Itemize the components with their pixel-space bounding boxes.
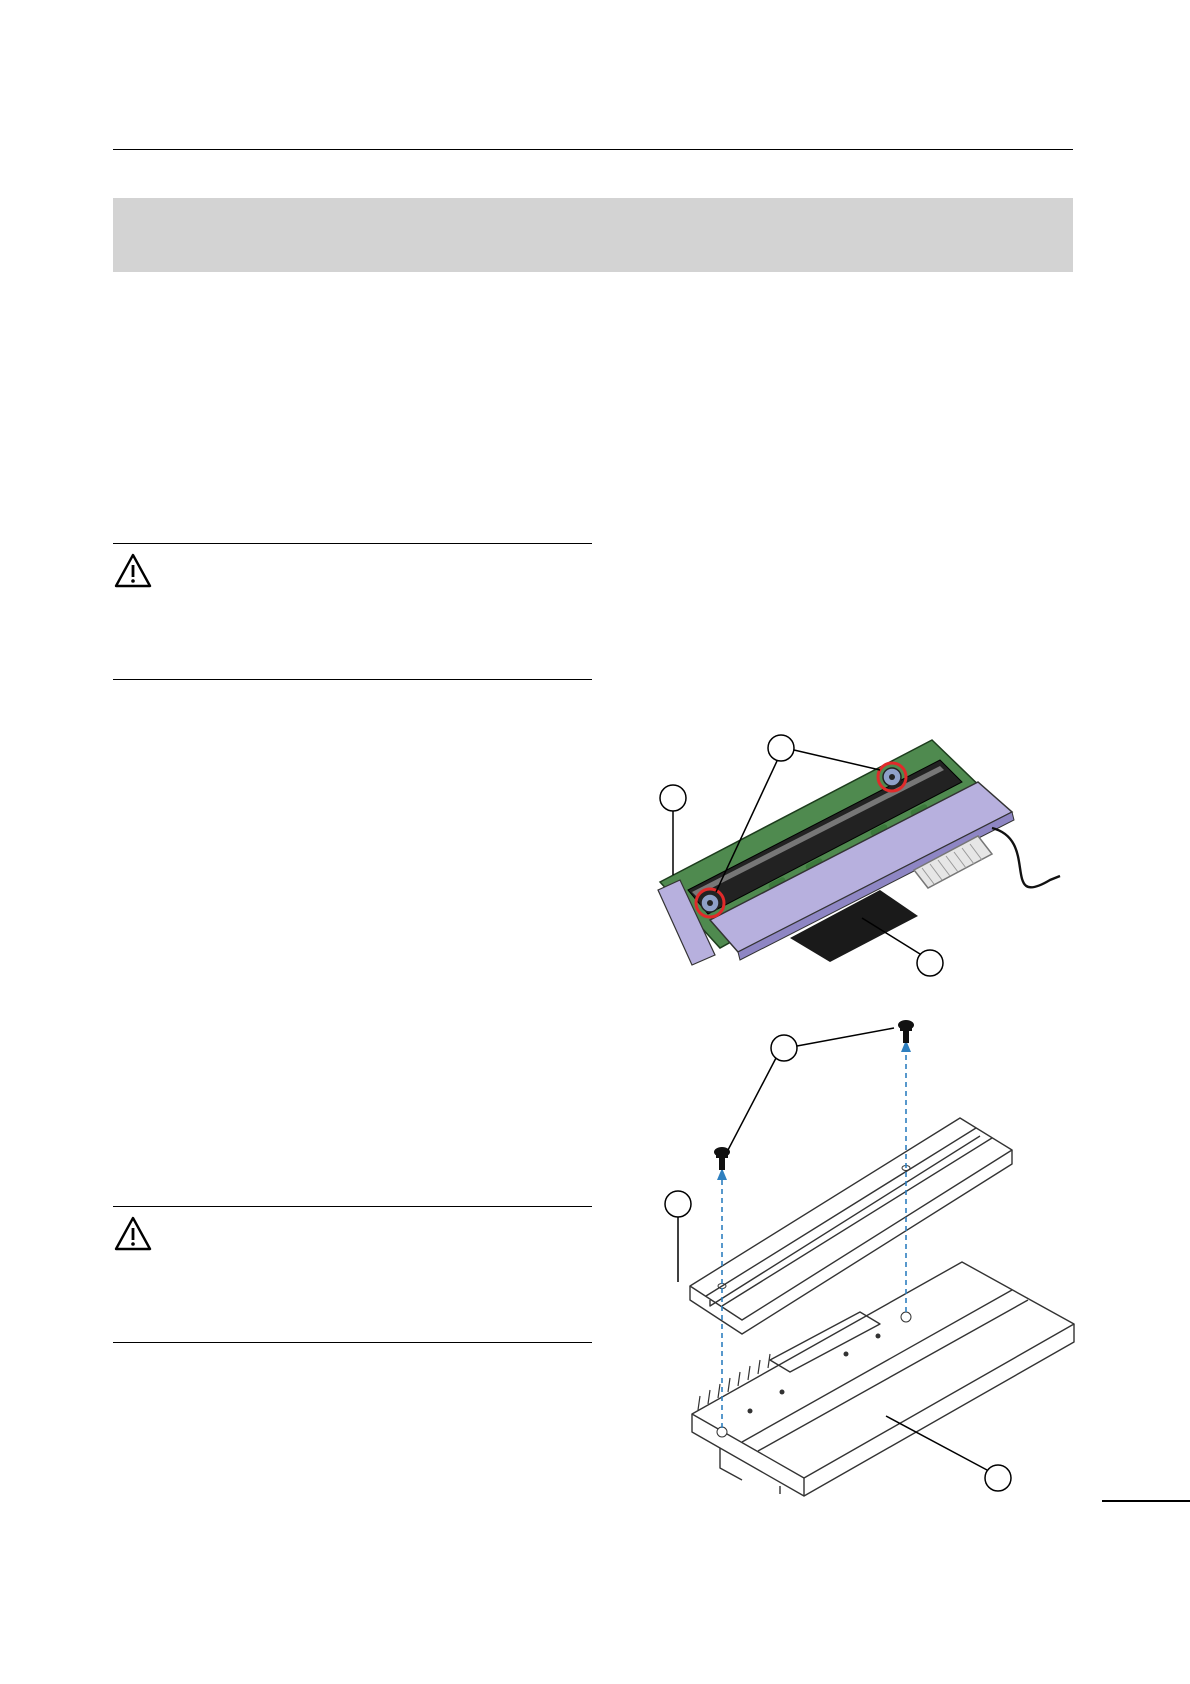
- callout-circle: [917, 950, 943, 976]
- callout-circle: [985, 1465, 1011, 1491]
- callout-circle: [771, 1035, 797, 1061]
- callout-circle: [665, 1191, 691, 1217]
- warning-triangle-icon: [113, 552, 153, 590]
- warning-triangle-icon: [113, 1215, 153, 1253]
- callout-circle: [660, 785, 686, 811]
- print-head-assembly-figure: [640, 730, 1070, 980]
- page-number-rule: [1102, 1500, 1190, 1502]
- warning-bottom-rule: [113, 679, 592, 680]
- warning-top-rule: [113, 1206, 592, 1207]
- warning-bottom-rule: [113, 1342, 592, 1343]
- print-head-bracket-exploded-figure: [650, 1000, 1080, 1500]
- warning-top-rule: [113, 543, 592, 544]
- section-heading-band: [113, 198, 1073, 272]
- header-rule: [113, 149, 1073, 150]
- callout-circle: [768, 735, 794, 761]
